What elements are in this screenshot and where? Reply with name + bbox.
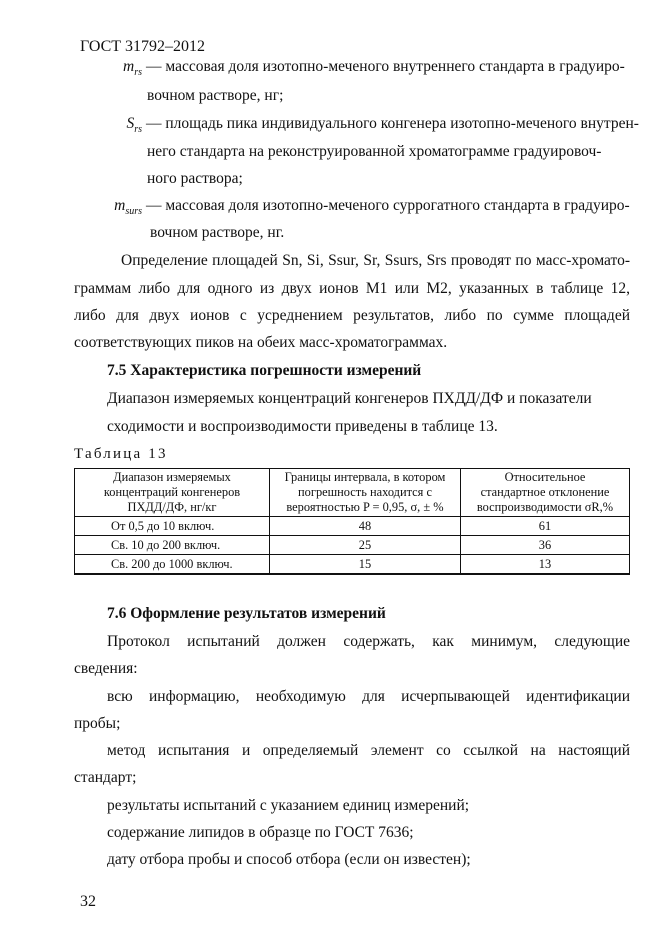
table-cell: 36: [461, 536, 630, 555]
paragraph-line: Определение площадей Sn, Si, Ssur, Sr, Ssurs, Srs проводят по масс-хромато-: [121, 252, 630, 269]
definition-text: — площадь пика индивидуального конгенера изотопно-меченого внутрен-: [146, 115, 639, 132]
table-row: [75, 517, 630, 536]
paragraph-line: стандарт;: [74, 769, 137, 786]
table-cell: 61: [461, 517, 630, 536]
table-cell: 48: [270, 517, 461, 536]
paragraph-line: Диапазон измеряемых концентраций конгенеров ПХДД/ДФ и показатели: [107, 390, 592, 407]
column-header-range: Диапазон измеряемых концентраций конгенеров ПХДД/ДФ, нг/кг: [75, 469, 270, 517]
definition-text: вочном растворе, нг;: [147, 87, 284, 104]
definition-text: — массовая доля изотопно-меченого внутреннего стандарта в градуиро-: [146, 58, 625, 75]
table-cell: От 0,5 до 10 включ.: [75, 517, 270, 536]
table-row: [75, 555, 630, 575]
definition-text: него стандарта на реконструированной хроматограмме градуировоч-: [147, 143, 602, 160]
definition-symbol-s-rs: $S_{rs}$: [126, 115, 142, 136]
column-header-error-interval: Границы интервала, в котором погрешность находится с вероятностью P = 0,95, σ, ± %: [270, 469, 461, 517]
definition-symbol-m-rs: $m_{rs}$: [123, 58, 142, 79]
definition-text: ного раствора;: [147, 170, 243, 187]
table-cell: 25: [270, 536, 461, 555]
table-cell: 13: [461, 555, 630, 575]
page-number: 32: [80, 893, 96, 910]
column-header-reproducibility: Относительное стандартное отклонение воспроизводимости σR,%: [461, 469, 630, 517]
section-heading-7-6: 7.6 Оформление результатов измерений: [107, 605, 386, 622]
paragraph-line: либо для двух ионов с усреднением результатов, либо по сумме площадей: [74, 307, 630, 324]
definition-text: вочном растворе, нг.: [150, 224, 285, 241]
paragraph-line: сведения:: [74, 660, 138, 677]
paragraph-line: всю информацию, необходимую для исчерпывающей идентификации: [107, 688, 630, 705]
paragraph-line: дату отбора пробы и способ отбора (если он известен);: [107, 851, 471, 868]
definition-text: — массовая доля изотопно-меченого суррогатного стандарта в градуиро-: [146, 197, 630, 214]
error-characteristics-table: [74, 468, 630, 575]
table-caption: Таблица 13: [74, 446, 168, 462]
document-header: ГОСТ 31792–2012: [80, 38, 206, 55]
definition-symbol-m-surs: $m_{surs}$: [114, 197, 142, 218]
paragraph-line: сходимости и воспроизводимости приведены в таблице 13.: [107, 418, 498, 435]
section-heading-7-5: 7.5 Характеристика погрешности измерений: [107, 362, 422, 379]
paragraph-line: пробы;: [74, 715, 121, 732]
paragraph-line: Протокол испытаний должен содержать, как минимум, следующие: [107, 633, 630, 650]
paragraph-line: результаты испытаний с указанием единиц измерений;: [107, 797, 470, 814]
table-cell: Св. 200 до 1000 включ.: [75, 555, 270, 575]
paragraph-line: граммам либо для одного из двух ионов M1 или M2, указанных в таблице 12,: [74, 280, 630, 297]
paragraph-line: содержание липидов в образце по ГОСТ 7636;: [107, 824, 414, 841]
table-cell: 15: [270, 555, 461, 575]
table-header-row: [75, 469, 630, 517]
paragraph-line: соответствующих пиков на обеих масс-хроматограммах.: [74, 334, 448, 351]
paragraph-line: метод испытания и определяемый элемент со ссылкой на настоящий: [107, 742, 630, 759]
table-cell: Св. 10 до 200 включ.: [75, 536, 270, 555]
table-row: [75, 536, 630, 555]
